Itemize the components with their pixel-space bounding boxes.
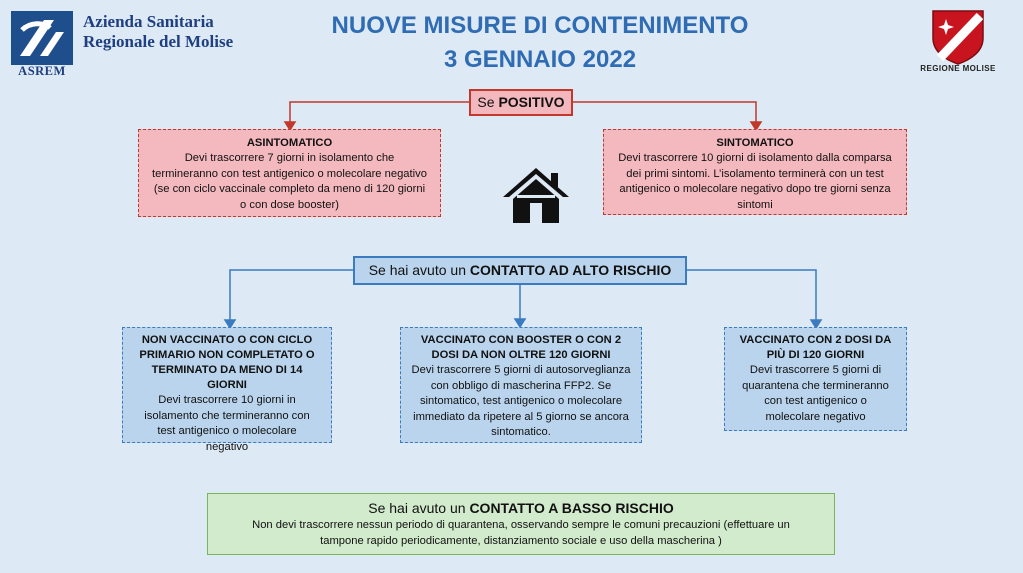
positive-label-strong: POSITIVO xyxy=(498,94,565,110)
low-risk-heading-prefix: Se hai avuto un xyxy=(368,500,470,516)
asrem-acronym: ASREM xyxy=(18,64,66,78)
asymptomatic-title: ASINTOMATICO xyxy=(246,137,333,149)
high-risk-case-title: NON VACCINATO O CON CICLO PRIMARIO NON COMPLETATO O TERMINATO DA MENO DI 14 GIORNI xyxy=(139,334,315,391)
organization-name xyxy=(83,12,233,52)
positive-label xyxy=(469,89,573,116)
asymptomatic-text: Devi trascorrere 7 giorni in isolamento che termineranno con test antigenico o molecolare negativo (se con ciclo vaccinale completo da meno di 120 giorni o con dose booster) xyxy=(152,152,427,211)
page-title-line2: 3 GENNAIO 2022 xyxy=(443,46,637,73)
symptomatic-box xyxy=(603,129,907,215)
asrem-logo xyxy=(10,10,74,76)
asrem-logo-icon xyxy=(10,10,74,66)
page-title-line1: NUOVE MISURE DI CONTENIMENTO xyxy=(331,12,749,39)
low-risk-box xyxy=(207,493,835,555)
positive-label-prefix: Se xyxy=(477,94,499,110)
page-title xyxy=(260,9,820,77)
high-risk-case-title: VACCINATO CON BOOSTER O CON 2 DOSI DA NON OLTRE 120 GIORNI xyxy=(420,334,622,361)
regione-molise-label: REGIONE MOLISE xyxy=(920,64,996,73)
high-risk-case-unvaccinated xyxy=(122,327,332,453)
high-risk-label xyxy=(353,256,687,285)
high-risk-case-text: Devi trascorrere 10 giorni in isolamento che termineranno con test antigenico o molecolare negativo xyxy=(144,394,310,453)
low-risk-heading-strong: CONTATTO A BASSO RISCHIO xyxy=(469,500,674,516)
house-icon xyxy=(501,165,571,225)
low-risk-text: Non devi trascorrere nessun periodo di quarantena, osservando sempre le comuni precauzioni (effettuare un tampone rapido periodicamente, distanziamento sociale e uso della mascherina ) xyxy=(252,519,790,547)
high-risk-label-prefix: Se hai avuto un xyxy=(368,262,470,278)
organization-name-line1: Azienda Sanitaria xyxy=(83,12,214,31)
regione-molise-logo xyxy=(920,8,996,86)
asymptomatic-box xyxy=(138,129,441,217)
regione-molise-shield-icon xyxy=(920,8,996,66)
high-risk-case-title: VACCINATO CON 2 DOSI DA PIÙ DI 120 GIORNI xyxy=(739,334,892,361)
high-risk-case-text: Devi trascorrere 5 giorni di autosorveglianza con obbligo di mascherina FFP2. Se sintomatico, test antigenico o molecolare immediato da ripetere al 5 giorno se ancora sintomatico. xyxy=(411,364,631,438)
high-risk-case-two-doses xyxy=(724,327,907,431)
symptomatic-title: SINTOMATICO xyxy=(716,137,794,149)
high-risk-label-strong: CONTATTO AD ALTO RISCHIO xyxy=(469,262,672,278)
organization-name-line2: Regionale del Molise xyxy=(83,32,234,51)
low-risk-heading xyxy=(208,494,834,517)
high-risk-case-text: Devi trascorrere 5 giorni di quarantena che termineranno con test antigenico o molecolare negativo xyxy=(742,364,889,423)
symptomatic-text: Devi trascorrere 10 giorni di isolamento dalla comparsa dei primi sintomi. L’isolamento terminerà con un test antigenico o molecolare negativo dopo tre giorni senza sintomi xyxy=(618,152,892,211)
high-risk-case-booster xyxy=(400,327,642,443)
